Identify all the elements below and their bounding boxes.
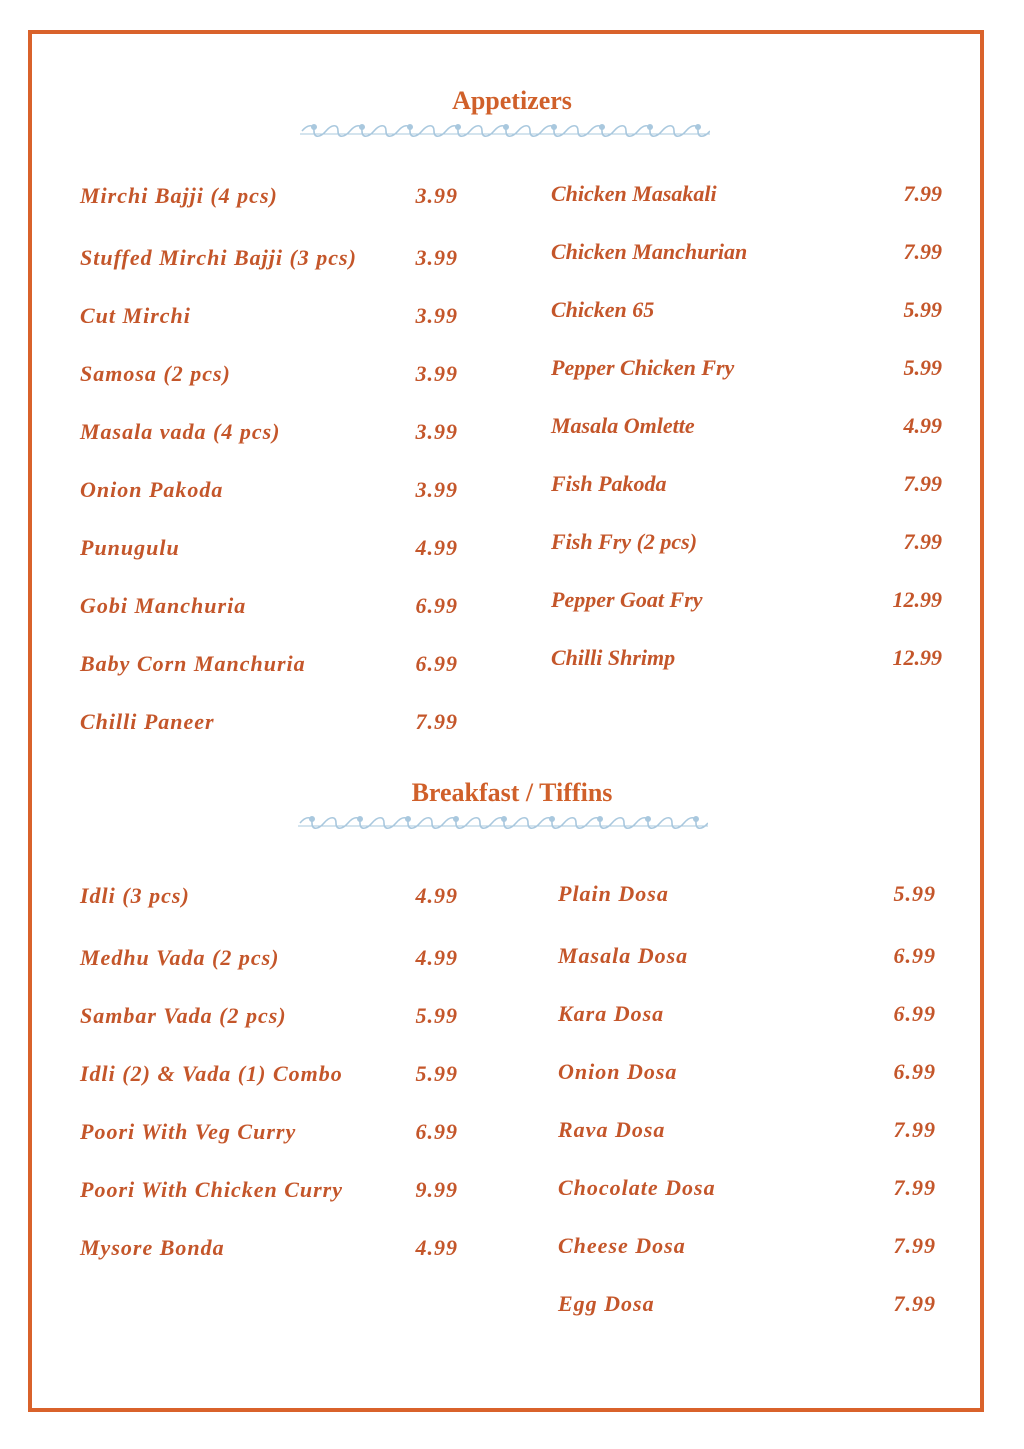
- menu-item-name: Idli (2) & Vada (1) Combo: [80, 1061, 343, 1086]
- menu-item-price: 3.99: [415, 361, 458, 386]
- ornamental-divider-icon: [300, 122, 710, 140]
- menu-item-price: 7.99: [903, 529, 942, 554]
- menu-item-name: Masala Omlette: [551, 413, 695, 438]
- menu-item-price: 7.99: [903, 181, 942, 206]
- menu-item-name: Onion Pakoda: [80, 477, 224, 502]
- menu-item-price: 5.99: [415, 1003, 458, 1028]
- menu-item-name: Poori With Veg Curry: [80, 1119, 297, 1144]
- menu-item-price: 7.99: [415, 709, 458, 734]
- menu-item-price: 4.99: [415, 945, 458, 970]
- menu-item-name: Chilli Shrimp: [551, 645, 676, 670]
- menu-item-name: Idli (3 pcs): [80, 883, 190, 908]
- menu-item-price: 7.99: [903, 471, 942, 496]
- menu-item-name: Sambar Vada (2 pcs): [80, 1003, 287, 1028]
- menu-item-name: Kara Dosa: [558, 1001, 665, 1026]
- menu-item-name: Fish Pakoda: [551, 471, 667, 496]
- menu-item-name: Medhu Vada (2 pcs): [80, 945, 280, 970]
- menu-item-name: Plain Dosa: [558, 881, 669, 906]
- menu-item-name: Chicken Masakali: [551, 181, 717, 206]
- menu-item-price: 12.99: [892, 645, 942, 670]
- menu-item-name: Mirchi Bajji (4 pcs): [80, 183, 278, 208]
- menu-item-price: 9.99: [415, 1177, 458, 1202]
- menu-item-price: 6.99: [415, 1119, 458, 1144]
- menu-item-price: 7.99: [893, 1175, 936, 1200]
- menu-item-name: Rava Dosa: [558, 1117, 666, 1142]
- menu-item-name: Masala vada (4 pcs): [80, 419, 281, 444]
- menu-item-name: Egg Dosa: [558, 1291, 655, 1316]
- menu-item-price: 12.99: [892, 587, 942, 612]
- menu-item-price: 7.99: [893, 1233, 936, 1258]
- menu-item-name: Onion Dosa: [558, 1059, 678, 1084]
- menu-item-name: Pepper Goat Fry: [551, 587, 703, 612]
- section-title-appetizers: Appetizers: [452, 86, 572, 115]
- menu-item-price: 3.99: [415, 183, 458, 208]
- menu-item-name: Poori With Chicken Curry: [80, 1177, 344, 1202]
- menu-item-price: 6.99: [893, 1059, 936, 1084]
- menu-item-price: 3.99: [415, 419, 458, 444]
- menu-item-name: Masala Dosa: [558, 943, 689, 968]
- menu-item-price: 6.99: [415, 593, 458, 618]
- menu-item-price: 4.99: [903, 413, 942, 438]
- menu-item-price: 6.99: [893, 1001, 936, 1026]
- menu-item-price: 5.99: [903, 355, 942, 380]
- menu-item-price: 4.99: [415, 883, 458, 908]
- menu-item-name: Mysore Bonda: [80, 1235, 225, 1260]
- menu-item-name: Gobi Manchuria: [80, 593, 247, 618]
- menu-item-price: 3.99: [415, 245, 458, 270]
- menu-item-name: Stuffed Mirchi Bajji (3 pcs): [80, 245, 357, 270]
- menu-item-price: 5.99: [903, 297, 942, 322]
- menu-item-price: 3.99: [415, 303, 458, 328]
- menu-item-name: Baby Corn Manchuria: [80, 651, 306, 676]
- menu-item-name: Chicken 65: [551, 297, 655, 322]
- menu-item-price: 3.99: [415, 477, 458, 502]
- section-title-breakfast-tiffins: Breakfast / Tiffins: [411, 778, 613, 807]
- menu-item-price: 4.99: [415, 1235, 458, 1260]
- menu-item-name: Chicken Manchurian: [551, 239, 748, 264]
- menu-item-name: Cheese Dosa: [558, 1233, 686, 1258]
- menu-item-price: 6.99: [415, 651, 458, 676]
- menu-item-price: 6.99: [893, 943, 936, 968]
- menu-item-name: Chilli Paneer: [80, 709, 215, 734]
- menu-item-price: 7.99: [903, 239, 942, 264]
- menu-item-name: Samosa (2 pcs): [80, 361, 231, 386]
- ornamental-divider-icon: [298, 814, 708, 832]
- menu-item-price: 7.99: [893, 1291, 936, 1316]
- menu-item-price: 5.99: [893, 881, 936, 906]
- menu-item-price: 4.99: [415, 535, 458, 560]
- menu-item-name: Punugulu: [80, 535, 180, 560]
- menu-item-price: 7.99: [893, 1117, 936, 1142]
- menu-item-name: Cut Mirchi: [80, 303, 191, 328]
- menu-item-name: Fish Fry (2 pcs): [551, 529, 698, 554]
- menu-item-name: Chocolate Dosa: [558, 1175, 716, 1200]
- menu-item-name: Pepper Chicken Fry: [551, 355, 735, 380]
- menu-item-price: 5.99: [415, 1061, 458, 1086]
